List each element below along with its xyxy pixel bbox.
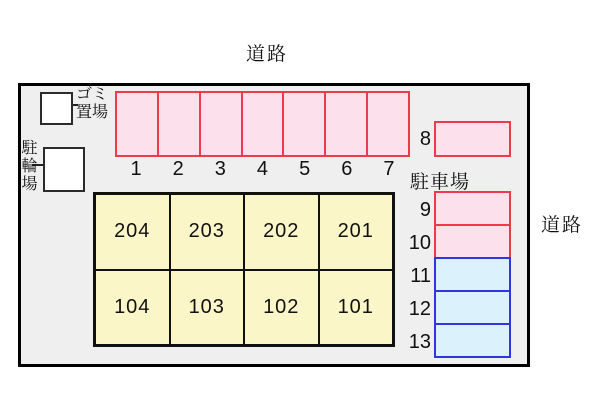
parking-row-numbers — [115, 158, 410, 181]
road-label-top: 道路 — [246, 44, 289, 65]
garbage-area-box — [40, 92, 73, 125]
space-number-1: 1 — [130, 158, 142, 180]
bicycle-area-label: 駐輪場 — [19, 139, 36, 193]
garbage-label-line2: 置場 — [76, 104, 109, 121]
parking-space-10 — [434, 224, 511, 259]
parking-space-4 — [243, 93, 285, 155]
parking-space-13 — [434, 323, 511, 358]
space-number-6: 6 — [341, 158, 353, 180]
room-204: 204 — [95, 194, 170, 270]
space-number-10: 10 — [408, 232, 431, 254]
garbage-area-label — [76, 86, 108, 122]
parking-space-1 — [117, 93, 159, 155]
parking-space-8 — [434, 121, 511, 157]
room-202: 202 — [244, 194, 319, 270]
room-201: 201 — [319, 194, 394, 270]
parking-space-9 — [434, 191, 511, 226]
bicycle-area-box — [43, 147, 85, 192]
space-number-5: 5 — [299, 158, 311, 180]
garbage-label-line1: ゴミ — [76, 86, 109, 103]
parking-space-2 — [159, 93, 201, 155]
room-101: 101 — [319, 270, 394, 346]
space-number-4: 4 — [256, 158, 269, 180]
space-number-12: 12 — [408, 298, 431, 320]
parking-space-12 — [434, 290, 511, 325]
space-number-8: 8 — [419, 128, 431, 150]
space-number-2: 2 — [172, 158, 184, 180]
parking-space-11 — [434, 257, 511, 292]
road-label-right: 道路 — [541, 215, 584, 236]
space-number-3: 3 — [214, 158, 226, 180]
room-102: 102 — [244, 270, 319, 346]
space-number-9: 9 — [419, 199, 431, 221]
parking-row-1-7 — [115, 91, 410, 157]
parking-area-label: 駐車場 — [410, 172, 471, 193]
parking-space-5 — [284, 93, 326, 155]
parking-space-6 — [326, 93, 368, 155]
room-103: 103 — [170, 270, 245, 346]
apartment-building — [93, 192, 395, 347]
room-104: 104 — [95, 270, 170, 346]
parking-space-3 — [201, 93, 243, 155]
space-number-13: 13 — [408, 331, 431, 353]
space-number-11: 11 — [410, 265, 431, 287]
space-number-7: 7 — [383, 158, 395, 180]
room-203: 203 — [170, 194, 245, 270]
